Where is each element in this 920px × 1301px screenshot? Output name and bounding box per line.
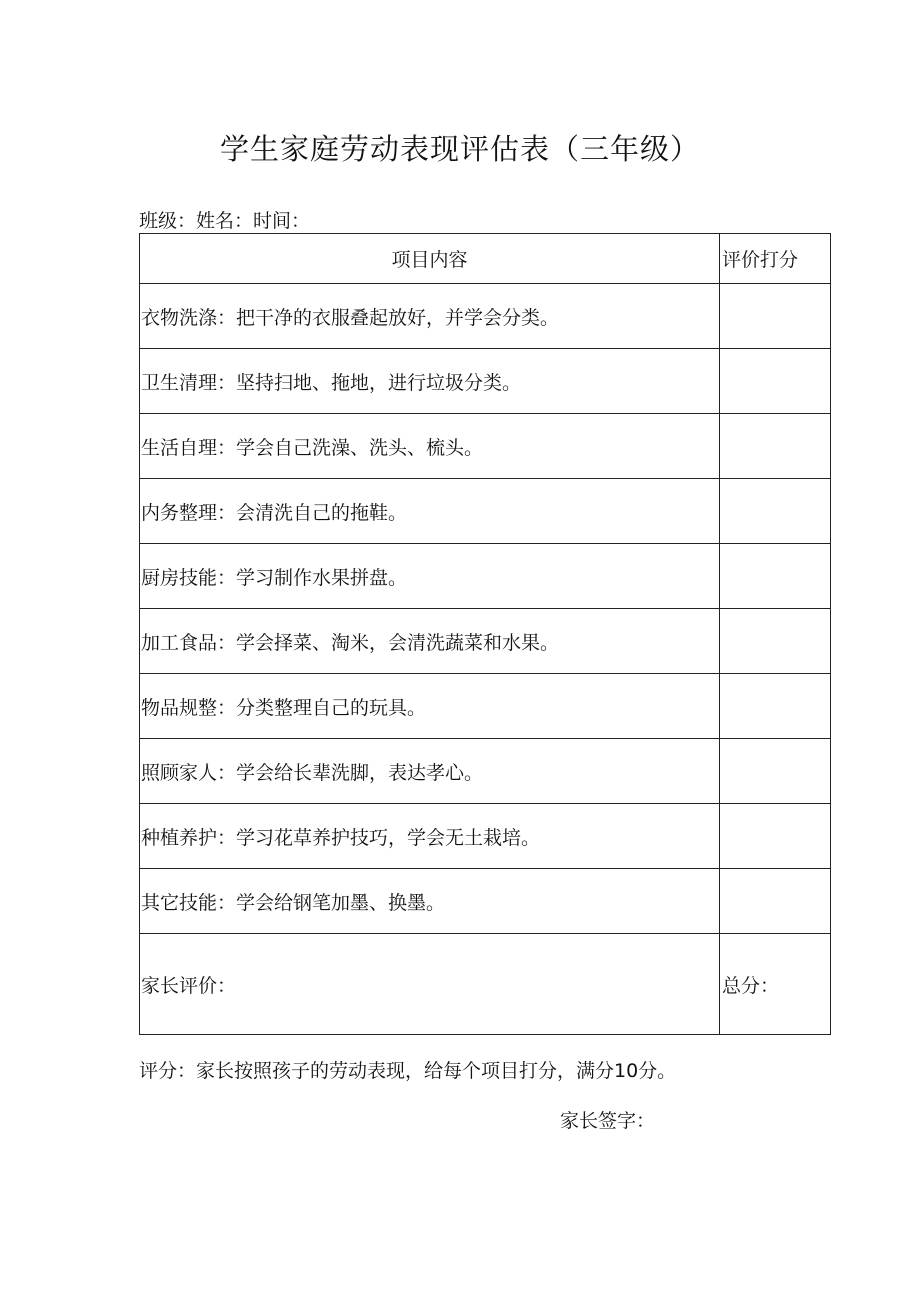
item-description: 加工食品：学会择菜、淘米，会清洗蔬菜和水果。 bbox=[140, 609, 720, 674]
table-row bbox=[140, 414, 831, 479]
table-row bbox=[140, 284, 831, 349]
evaluation-table bbox=[139, 233, 831, 1035]
table-row bbox=[140, 609, 831, 674]
table-row bbox=[140, 349, 831, 414]
header-item-content: 项目内容 bbox=[140, 234, 720, 284]
parent-evaluation-field[interactable]: 家长评价： bbox=[140, 934, 720, 1035]
table-row bbox=[140, 739, 831, 804]
class-name-time-line: 班级：姓名：时间： bbox=[139, 210, 311, 232]
score-cell[interactable] bbox=[720, 544, 831, 609]
parent-signature-label: 家长签字： bbox=[560, 1110, 656, 1132]
parent-evaluation-row bbox=[140, 934, 831, 1035]
total-score-field[interactable]: 总分： bbox=[720, 934, 831, 1035]
score-cell[interactable] bbox=[720, 804, 831, 869]
table-row bbox=[140, 544, 831, 609]
score-cell[interactable] bbox=[720, 414, 831, 479]
score-cell[interactable] bbox=[720, 869, 831, 934]
item-description: 其它技能：学会给钢笔加墨、换墨。 bbox=[140, 869, 720, 934]
score-cell[interactable] bbox=[720, 674, 831, 739]
page-title: 学生家庭劳动表现评估表（三年级） bbox=[219, 132, 700, 166]
score-cell[interactable] bbox=[720, 479, 831, 544]
score-cell[interactable] bbox=[720, 609, 831, 674]
score-cell[interactable] bbox=[720, 349, 831, 414]
item-description: 厨房技能：学习制作水果拼盘。 bbox=[140, 544, 720, 609]
table-row bbox=[140, 869, 831, 934]
item-description: 生活自理：学会自己洗澡、洗头、梳头。 bbox=[140, 414, 720, 479]
score-cell[interactable] bbox=[720, 739, 831, 804]
header-score: 评价打分 bbox=[720, 234, 831, 284]
table-row bbox=[140, 804, 831, 869]
table-header-row bbox=[140, 234, 831, 284]
table-row bbox=[140, 479, 831, 544]
item-description: 卫生清理：坚持扫地、拖地，进行垃圾分类。 bbox=[140, 349, 720, 414]
item-description: 照顾家人：学会给长辈洗脚，表达孝心。 bbox=[140, 739, 720, 804]
scoring-note: 评分：家长按照孩子的劳动表现，给每个项目打分，满分10分。 bbox=[139, 1060, 677, 1082]
item-description: 物品规整：分类整理自己的玩具。 bbox=[140, 674, 720, 739]
item-description: 衣物洗涤：把干净的衣服叠起放好，并学会分类。 bbox=[140, 284, 720, 349]
item-description: 种植养护：学习花草养护技巧，学会无土栽培。 bbox=[140, 804, 720, 869]
item-description: 内务整理：会清洗自己的拖鞋。 bbox=[140, 479, 720, 544]
score-cell[interactable] bbox=[720, 284, 831, 349]
table-row bbox=[140, 674, 831, 739]
